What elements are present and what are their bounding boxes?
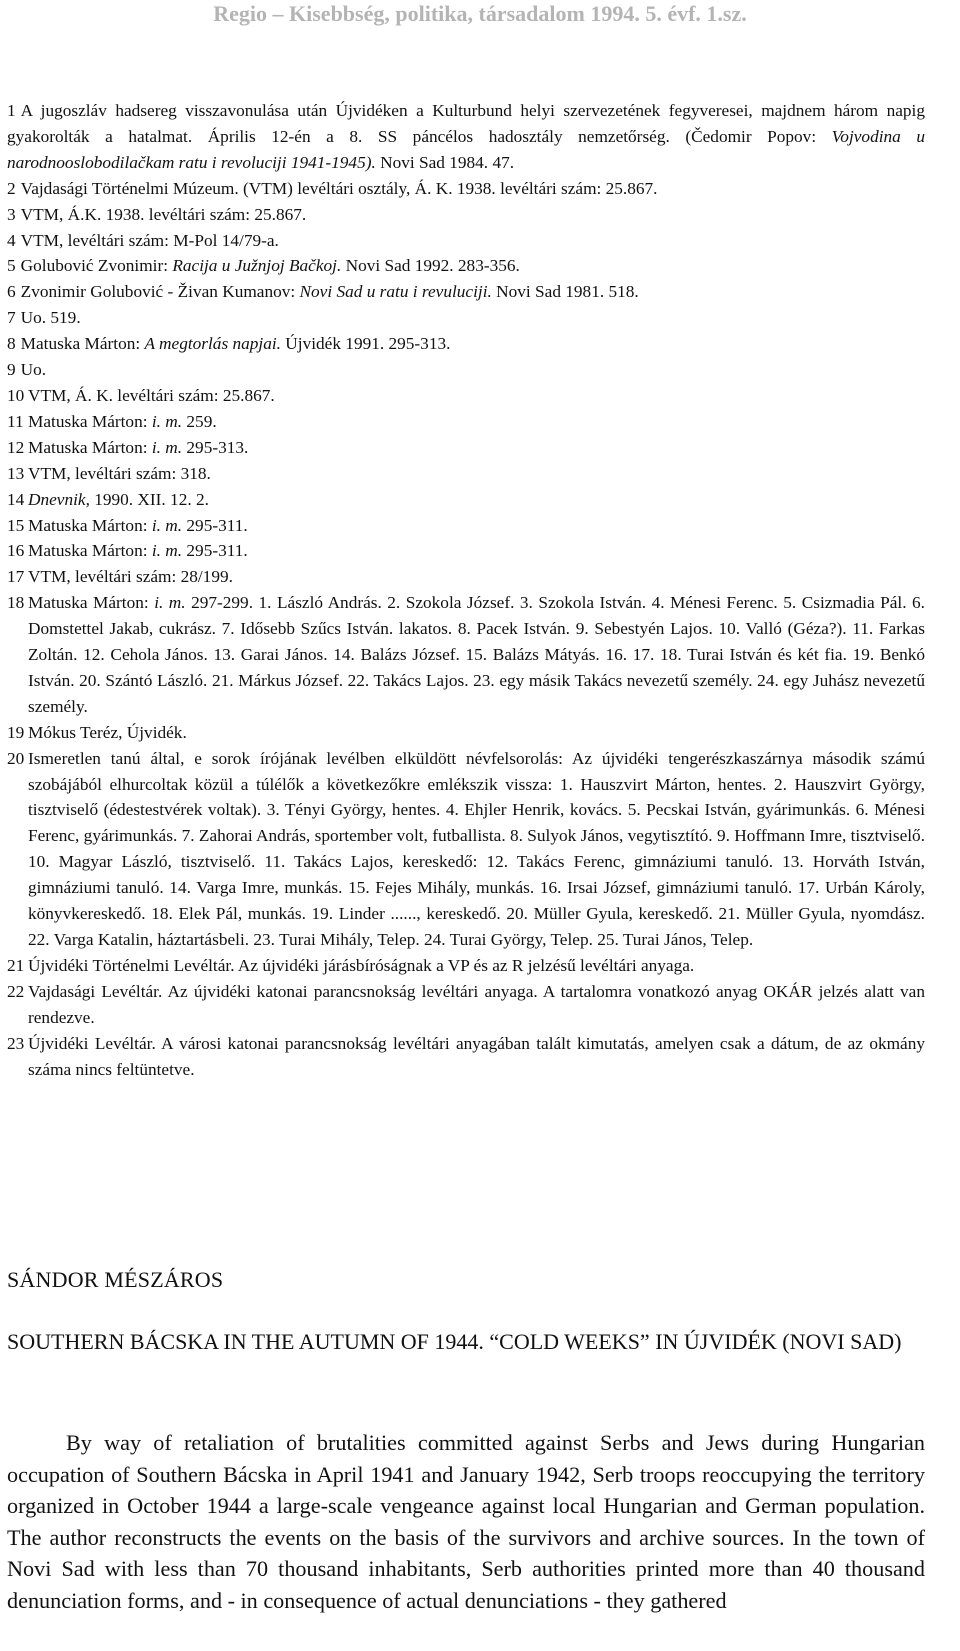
- running-header: Regio – Kisebbség, politika, társadalom 1994. 5. évf. 1.sz.: [213, 1, 747, 26]
- footnote-text: Zvonimir Golubović - Živan Kumanov:: [20, 282, 300, 302]
- footnote-number: 8: [7, 334, 16, 354]
- footnote-number: 16: [7, 541, 25, 561]
- footnote-italic-text: i. m.: [151, 437, 183, 457]
- footnote-number: 11: [7, 411, 24, 431]
- footnote-2: [7, 176, 925, 202]
- footnote-italic-text: i. m.: [151, 515, 183, 535]
- footnote-number: 13: [7, 463, 25, 483]
- footnote-18: [7, 590, 925, 720]
- footnote-4: [7, 228, 925, 254]
- footnote-11: [7, 409, 925, 435]
- footnote-15: [7, 513, 925, 539]
- footnote-text: Vajdasági Történelmi Múzeum. (VTM) levéltári osztály, Á. K. 1938. levéltári szám: 25.867.: [20, 178, 658, 198]
- footnote-text: Vajdasági Levéltár. Az újvidéki katonai parancsnokság levéltári anyaga. A tartalomra vonatkozó anyag OKÁR jelzés alatt van rendezve.: [28, 981, 925, 1027]
- footnote-text: VTM, levéltári szám: M-Pol 14/79-a.: [20, 230, 279, 250]
- article-title: SOUTHERN BÁCSKA IN THE AUTUMN OF 1944. “COLD WEEKS” IN ÚJVIDÉK (NOVI SAD): [7, 1329, 902, 1354]
- footnote-8: [7, 331, 925, 357]
- footnote-text: Golubović Zvonimir:: [20, 256, 173, 276]
- footnote-7: [7, 305, 925, 331]
- footnote-23: [7, 1031, 925, 1083]
- abstract-paragraph: By way of retaliation of brutalities committed against Serbs and Jews during Hungarian occupation of Southern Bácska in April 1941 and January 1942, Serb troops reoccupying the territory organized in October 1944 a large-scale vengeance against local Hungarian and German population. The author reconstructs the events on the basis of the survivors and archive sources. In the town of Novi Sad with less than 70 thousand inhabitants, Serb authorities printed more than 40 thousand denunciation forms, and - in consequence of actual denunciations - they gathered: [7, 1430, 925, 1613]
- footnote-13: [7, 461, 925, 487]
- footnote-number: 12: [7, 437, 25, 457]
- footnote-text: A jugoszláv hadsereg visszavonulása után Újvidéken a Kulturbund helyi szervezetének fegyveresei, majdnem három napig gyakorolták a hatalmat. Április 12-én a 8. SS páncélos hadosztály nemzetőrség. (Čedomir Popov:: [7, 101, 925, 146]
- footnote-number: 1: [7, 101, 16, 120]
- footnote-italic-text: Vojvodina u narodnooslobodilačkam ratu i revoluciji 1941-1945).: [7, 126, 925, 172]
- footnote-text: 295-313.: [182, 437, 249, 457]
- footnote-text: Matuska Márton:: [20, 334, 145, 354]
- footnote-text: Matuska Márton:: [28, 515, 152, 535]
- footnote-text: VTM, Á.K. 1938. levéltári szám: 25.867.: [20, 204, 307, 224]
- footnote-number: 23: [7, 1033, 25, 1053]
- footnote-text: Matuska Márton:: [28, 541, 152, 561]
- footnote-16: [7, 538, 925, 564]
- footnote-text: 297-299. 1. László András. 2. Szokola József. 3. Szokola István. 4. Ménesi Ferenc. 5. Csizmadia Pál. 6. Domstettel Jakab, cukrász. 7. Idősebb Szűcs István. lakatos. 8. Pacek István. 9. Sebestyén Lajos. 10. Valló (Géza?). 11. Farkas Zoltán. 12. Cehola János. 13. Garai János. 14. Balázs József. 15. Balázs Mátyás. 16. 17. 18. Turai István és két fia. 19. Benkó István. 20. Szántó László. 21. Márkus József. 22. Takács Lajos. 23. egy másik Takács nevezetű személy. 24. egy Juhász nevezetű személy.: [28, 593, 925, 716]
- footnote-text: Újvidéki Levéltár. A városi katonai parancsnokság levéltári anyagában talált kimutatás, amelyen csak a dátum, de az okmány száma nincs feltüntetve.: [28, 1033, 925, 1079]
- footnote-20: [7, 746, 925, 953]
- footnote-21: [7, 953, 925, 979]
- footnote-text: Matuska Márton:: [28, 437, 152, 457]
- footnote-text: 295-311.: [182, 541, 248, 561]
- footnote-14: [7, 487, 925, 513]
- footnote-italic-text: Dnevnik,: [28, 489, 90, 509]
- footnotes-list: [7, 98, 925, 1082]
- footnote-number: 2: [7, 178, 16, 198]
- footnote-1: [7, 98, 925, 176]
- footnote-number: 22: [7, 981, 25, 1001]
- footnote-22: [7, 979, 925, 1031]
- footnote-text: 295-311.: [182, 515, 248, 535]
- footnote-number: 6: [7, 282, 16, 302]
- footnote-text: Uo.: [20, 360, 47, 380]
- footnote-text: VTM, levéltári szám: 28/199.: [28, 567, 233, 587]
- footnote-3: [7, 202, 925, 228]
- footnote-italic-text: Racija u Južnjoj Bačkoj.: [172, 256, 342, 276]
- footnote-number: 19: [7, 722, 25, 742]
- footnote-number: 15: [7, 515, 25, 535]
- footnote-italic-text: i. m.: [151, 541, 183, 561]
- footnote-text: Újvidéki Történelmi Levéltár. Az újvidéki járásbíróságnak a VP és az R jelzésű levéltári anyaga.: [28, 955, 695, 975]
- footnote-number: 21: [7, 955, 25, 975]
- footnote-italic-text: i. m.: [151, 411, 183, 431]
- footnote-number: 4: [7, 230, 16, 250]
- footnote-19: [7, 720, 925, 746]
- footnote-italic-text: Novi Sad u ratu i revuluciji.: [299, 282, 492, 302]
- footnote-text: Ismeretlen tanú által, e sorok írójának levélben elküldött névfelsorolás: Az újvidéki tengerészkaszárnya második számú szobájából elhurcoltak közül a túlélők a következőkre emlékszik vissza: 1. Hauszvirt Márton, hentes. 2. Hauszvirt György, tisztviselő (édestestvérek voltak). 3. Tényi György, hentes. 4. Ehjler Henrik, kovács. 5. Pecskai István, gyárimunkás. 6. Ménesi Ferenc, gyárimunkás. 7. Zahorai András, sportember volt, futballista. 8. Sulyok János, vegytisztító. 9. Hoffmann Imre, tisztviselő. 10. Magyar László, tisztviselő. 11. Takács Lajos, kereskedő: 12. Takács Ferenc, gimnáziumi tanuló. 13. Horváth István, gimnáziumi tanuló. 14. Varga Imre, munkás. 15. Fejes Mihály, munkás. 16. Irsai József, gimnáziumi tanuló. 17. Urbán Károly, könyvkereskedő. 18. Elek Pál, munkás. 19. Linder ......, kereskedő. 20. Müller Gyula, kereskedő. 21. Müller Gyula, nyomdász. 22. Varga Katalin, háztartásbeli. 23. Turai Mihály, Telep. 24. Turai György, Telep. 25. Turai János, Telep.: [28, 748, 925, 949]
- footnote-17: [7, 564, 925, 590]
- footnote-10: [7, 383, 925, 409]
- footnote-text: 1990. XII. 12. 2.: [89, 489, 209, 509]
- footnote-text: 259.: [182, 411, 217, 431]
- footnote-text: VTM, levéltári szám: 318.: [28, 463, 211, 483]
- footnote-text: VTM, Á. K. levéltári szám: 25.867.: [28, 385, 275, 405]
- footnote-6: [7, 279, 925, 305]
- footnote-5: [7, 253, 925, 279]
- footnote-number: 9: [7, 360, 16, 380]
- footnote-text: Matuska Márton:: [28, 593, 155, 613]
- footnote-text: Novi Sad 1981. 518.: [491, 282, 639, 302]
- footnote-number: 14: [7, 489, 25, 509]
- footnote-text: Matuska Márton:: [28, 411, 152, 431]
- footnote-italic-text: A megtorlás napjai.: [144, 334, 281, 354]
- footnote-text: Mókus Teréz, Újvidék.: [28, 722, 187, 742]
- footnote-text: Novi Sad 1984. 47.: [375, 152, 515, 172]
- footnote-number: 3: [7, 204, 16, 224]
- footnote-number: 5: [7, 256, 16, 276]
- footnote-number: 20: [7, 748, 25, 768]
- footnote-text: Uo. 519.: [20, 308, 81, 328]
- footnote-number: 7: [7, 308, 16, 328]
- footnote-text: Novi Sad 1992. 283-356.: [341, 256, 520, 276]
- footnote-12: [7, 435, 925, 461]
- footnote-9: [7, 357, 925, 383]
- footnote-number: 10: [7, 385, 25, 405]
- footnote-italic-text: i. m.: [154, 593, 186, 613]
- author-name: SÁNDOR MÉSZÁROS: [7, 1267, 224, 1292]
- footnote-number: 17: [7, 567, 25, 587]
- footnote-number: 18: [7, 593, 25, 613]
- footnote-text: Újvidék 1991. 295-313.: [280, 334, 451, 354]
